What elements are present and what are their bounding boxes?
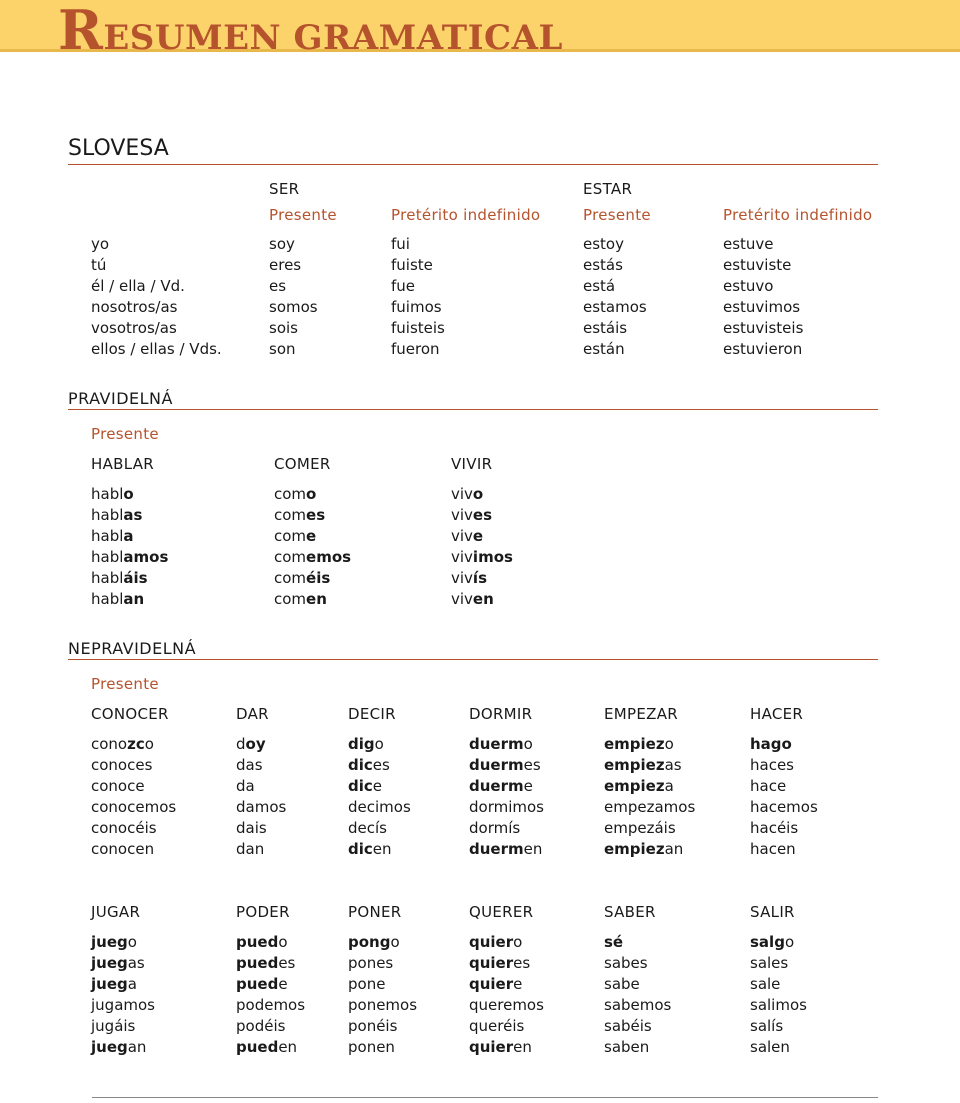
verb-heading: COMER [274,455,331,473]
conjugation: hablamos [91,548,169,566]
estar-presente-form: está [583,277,616,295]
conjugation: hablo [91,485,134,503]
conjugation: quiere [469,975,523,993]
estar-presente-form: estáis [583,319,628,337]
conjugation: comes [274,506,326,524]
ser-preterito-form: fuimos [391,298,442,316]
conjugation: coméis [274,569,331,587]
conjugation: sé [604,933,624,951]
conjugation: habla [91,527,134,545]
conjugation: jugamos [91,996,155,1014]
ser-preterito-form: fue [391,277,416,295]
conjugation: hace [750,777,787,795]
ser-presente-form: son [269,340,296,358]
conjugation: conocemos [91,798,177,816]
conjugation: conozco [91,735,154,753]
conjugation: ponen [348,1038,395,1056]
estar-preterito-form: estuviste [723,256,792,274]
conjugation: duermen [469,840,543,858]
conjugation: hacemos [750,798,818,816]
verb-heading: QUERER [469,903,534,921]
conjugation: doy [236,735,266,753]
page-title: RESUMEN GRAMATICAL [58,0,563,62]
conjugation: hacen [750,840,796,858]
conjugation: empiezo [604,735,674,753]
conjugation: dais [236,819,267,837]
verb-heading: SABER [604,903,656,921]
verb-heading: DORMIR [469,705,533,723]
conjugation: sale [750,975,781,993]
ser-presente-form: eres [269,256,302,274]
conjugation: pueden [236,1038,298,1056]
conjugation: empezáis [604,819,676,837]
pronoun: yo [91,235,110,253]
conjugation: juego [91,933,137,951]
conjugation: juegas [91,954,145,972]
conjugation: pone [348,975,386,993]
bottom-divider [92,1097,878,1098]
conjugation: sabéis [604,1017,652,1035]
verb-heading: JUGAR [91,903,141,921]
conjugation: dice [348,777,383,795]
conjugation: hablas [91,506,143,524]
conjugation: come [274,527,317,545]
conjugation: hago [750,735,792,753]
ser-preterito-form: fuisteis [391,319,445,337]
estar-presente-form: estás [583,256,623,274]
estar-presente-form: estamos [583,298,647,316]
conjugation: digo [348,735,384,753]
verb-heading: DECIR [348,705,396,723]
conjugation: damos [236,798,287,816]
conjugation: decimos [348,798,411,816]
conjugation: vivís [451,569,487,587]
section-title-nepravidelna: NEPRAVIDELNÁ [68,639,878,660]
estar-preterito-form: estuvieron [723,340,803,358]
conjugation: puedo [236,933,288,951]
conjugation: jugáis [91,1017,136,1035]
conjugation: hacéis [750,819,799,837]
conjugation: como [274,485,317,503]
conjugation: sabes [604,954,648,972]
verb-heading: HABLAR [91,455,155,473]
conjugation: queremos [469,996,544,1014]
pronoun: nosotros/as [91,298,178,316]
conjugation: empieza [604,777,674,795]
estar-preterito-form: estuvo [723,277,774,295]
header-banner [0,0,960,62]
estar-preterito-form: estuve [723,235,774,253]
pronoun: vosotros/as [91,319,177,337]
estar-preterito-form: estuvisteis [723,319,804,337]
conjugation: da [236,777,255,795]
conjugation: conocéis [91,819,157,837]
conjugation: quieres [469,954,531,972]
conjugation: decís [348,819,387,837]
conjugation: duermes [469,756,541,774]
conjugation: ponéis [348,1017,398,1035]
conjugation: salgo [750,933,795,951]
conjugation: salís [750,1017,784,1035]
ser-preterito-label: Pretérito indefinido [391,206,541,224]
verb-heading: PONER [348,903,402,921]
conjugation: das [236,756,263,774]
ser-heading: SER [269,180,300,198]
conjugation: sales [750,954,789,972]
ser-presente-form: es [269,277,287,295]
ser-presente-form: sois [269,319,298,337]
ser-preterito-form: fui [391,235,410,253]
conjugation: conocen [91,840,155,858]
conjugation: quieren [469,1038,532,1056]
conjugation: dormimos [469,798,544,816]
conjugation: vivimos [451,548,513,566]
pronoun: él / ella / Vd. [91,277,185,295]
conjugation: sabe [604,975,640,993]
conjugation: dormís [469,819,521,837]
conjugation: viven [451,590,494,608]
conjugation: empiezan [604,840,684,858]
verb-heading: DAR [236,705,269,723]
conjugation: queréis [469,1017,525,1035]
conjugation: podemos [236,996,306,1014]
conjugation: juega [91,975,137,993]
conjugation: juegan [91,1038,147,1056]
verb-heading: SALIR [750,903,795,921]
conjugation: vives [451,506,493,524]
conjugation: duerme [469,777,533,795]
conjugation: puedes [236,954,296,972]
conjugation: comen [274,590,327,608]
conjugation: podéis [236,1017,286,1035]
conjugation: conoces [91,756,153,774]
conjugation: salen [750,1038,790,1056]
conjugation: sabemos [604,996,672,1014]
conjugation: haces [750,756,794,774]
ser-preterito-form: fueron [391,340,440,358]
conjugation: saben [604,1038,650,1056]
conjugation: dicen [348,840,392,858]
section-title-slovesa: SLOVESA [68,136,878,165]
conjugation: puede [236,975,288,993]
conjugation: hablan [91,590,145,608]
pravidelna-tense-label: Presente [91,425,159,443]
verb-heading: PODER [236,903,290,921]
ser-presente-form: somos [269,298,318,316]
conjugation: comemos [274,548,352,566]
verb-heading: VIVIR [451,455,493,473]
section-title-pravidelna: PRAVIDELNÁ [68,389,878,410]
conjugation: empiezas [604,756,682,774]
pronoun: ellos / ellas / Vds. [91,340,222,358]
estar-preterito-form: estuvimos [723,298,801,316]
verb-heading: CONOCER [91,705,169,723]
estar-heading: ESTAR [583,180,633,198]
conjugation: quiero [469,933,523,951]
conjugation: empezamos [604,798,696,816]
conjugation: conoce [91,777,145,795]
estar-presente-form: estoy [583,235,624,253]
ser-presente-form: soy [269,235,295,253]
estar-preterito-label: Pretérito indefinido [723,206,873,224]
nepravidelna-tense-label: Presente [91,675,159,693]
ser-presente-label: Presente [269,206,337,224]
conjugation: salimos [750,996,807,1014]
conjugation: dices [348,756,390,774]
verb-heading: EMPEZAR [604,705,679,723]
estar-presente-form: están [583,340,625,358]
conjugation: vivo [451,485,484,503]
pronoun: tú [91,256,107,274]
ser-preterito-form: fuiste [391,256,433,274]
conjugation: pones [348,954,394,972]
conjugation: dan [236,840,265,858]
estar-presente-label: Presente [583,206,651,224]
conjugation: pongo [348,933,400,951]
conjugation: duermo [469,735,533,753]
verb-heading: HACER [750,705,804,723]
conjugation: vive [451,527,484,545]
conjugation: habláis [91,569,148,587]
conjugation: ponemos [348,996,418,1014]
